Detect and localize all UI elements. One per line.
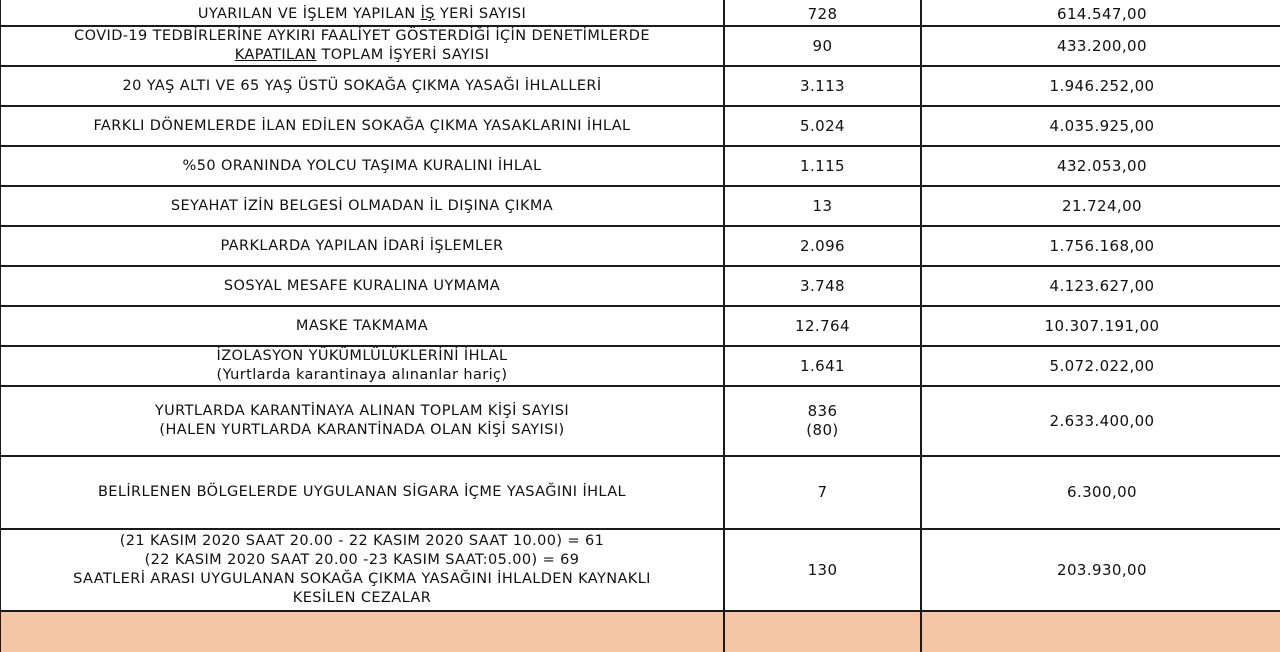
total-row-cell: [0, 611, 724, 652]
row-count-value: 2.096: [800, 236, 845, 255]
row-label-cell: [0, 456, 724, 529]
row-count-value: 3.748: [800, 276, 845, 295]
row-amount-cell: 203.930,00: [921, 529, 1280, 611]
row-label-cell: [0, 306, 724, 346]
row-label-cell: [0, 346, 724, 386]
row-count-cell: [724, 456, 921, 529]
row-label-text: UYARILAN VE İŞLEM YAPILAN: [197, 6, 421, 22]
row-amount-cell: 5.072.022,00: [921, 346, 1280, 386]
row-count-cell: [724, 0, 921, 26]
row-count-value: 728: [807, 5, 838, 23]
row-label-text: YERİ SAYISI: [434, 6, 527, 22]
row-count-cell: [724, 346, 921, 386]
table-row: [0, 186, 1280, 226]
row-count-cell: [724, 146, 921, 186]
row-label-line: [9, 237, 715, 256]
row-amount-cell: 1.946.252,00: [921, 66, 1280, 106]
row-amount-cell: 614.547,00: [921, 0, 1280, 26]
table-row: [0, 106, 1280, 146]
row-label-line: [9, 589, 715, 608]
row-label-text: (22 KASIM 2020 SAAT 20.00 -23 KASIM SAAT:05.00) = 69: [144, 552, 580, 568]
row-label-text: PARKLARDA YAPILAN İDARİ İŞLEMLER: [220, 237, 504, 254]
row-label-text: SEYAHAT İZİN BELGESİ OLMADAN İL DIŞINA ÇIKMA: [170, 197, 554, 214]
row-label-cell: [0, 26, 724, 66]
row-label-text: SOSYAL MESAFE KURALINA UYMAMA: [223, 277, 501, 294]
row-count-cell: [724, 529, 921, 611]
table-row: [0, 26, 1280, 66]
row-amount-cell: 2.633.400,00: [921, 386, 1280, 456]
row-count-value: 7: [817, 483, 828, 501]
row-label-line: [9, 5, 715, 24]
row-label-text: (Yurtlarda karantinaya alınanlar hariç): [216, 367, 508, 383]
table-row: [0, 456, 1280, 529]
row-label-line: [9, 27, 715, 46]
row-amount-cell: 433.200,00: [921, 26, 1280, 66]
table-row: [0, 529, 1280, 611]
row-count-value: 1.115: [800, 156, 845, 175]
row-label-line: [9, 157, 715, 176]
row-amount-cell: 10.307.191,00: [921, 306, 1280, 346]
table-row: [0, 266, 1280, 306]
row-label-text: KAPATILAN: [234, 47, 317, 63]
row-count-cell: [724, 226, 921, 266]
row-label-text: %50 ORANINDA YOLCU TAŞIMA KURALINI İHLAL: [182, 157, 542, 174]
row-count-cell: [724, 386, 921, 456]
row-count-value: 12.764: [795, 316, 850, 335]
row-label-text: 20 YAŞ ALTI VE 65 YAŞ ÜSTÜ SOKAĞA ÇIKMA YASAĞI İHLALLERİ: [122, 77, 602, 94]
row-label-cell: [0, 66, 724, 106]
total-row: [0, 611, 1280, 652]
row-label-cell: [0, 386, 724, 456]
row-label-line: [9, 347, 715, 366]
row-label-line: [9, 551, 715, 570]
row-amount-cell: 21.724,00: [921, 186, 1280, 226]
table-row: [0, 66, 1280, 106]
row-label-text: KESİLEN CEZALAR: [292, 590, 432, 606]
row-label-cell: [0, 529, 724, 611]
row-label-cell: [0, 0, 724, 26]
row-count-value: (80): [806, 421, 839, 439]
row-count-cell: [724, 106, 921, 146]
row-label-text: FARKLI DÖNEMLERDE İLAN EDİLEN SOKAĞA ÇIKMA YASAKLARINI İHLAL: [93, 117, 631, 134]
row-label-line: [9, 402, 715, 421]
row-amount-cell: 4.123.627,00: [921, 266, 1280, 306]
table-row: [0, 226, 1280, 266]
row-label-line: [9, 77, 715, 96]
row-count-value: 1.641: [800, 356, 845, 375]
row-count-cell: [724, 266, 921, 306]
row-count-value: 836: [807, 402, 838, 420]
table-row: [0, 146, 1280, 186]
row-label-text: COVID-19 TEDBİRLERİNE AYKIRI FAALİYET GÖSTERDİĞİ İÇİN DENETİMLERDE: [74, 28, 650, 44]
row-label-text: SAATLERİ ARASI UYGULANAN SOKAĞA ÇIKMA YASAĞINI İHLALDEN KAYNAKLI: [73, 571, 651, 587]
row-label-cell: [0, 186, 724, 226]
row-label-line: [9, 197, 715, 216]
row-count-cell: [724, 306, 921, 346]
row-label-text: MASKE TAKMAMA: [295, 317, 429, 334]
table-row: [0, 386, 1280, 456]
row-label-line: [9, 483, 715, 502]
row-label-text: İZOLASYON YÜKÜMLÜLÜKLERİNİ İHLAL: [216, 348, 508, 364]
row-label-text: (HALEN YURTLARDA KARANTİNADA OLAN KİŞİ SAYISI): [159, 422, 565, 438]
table-row: [0, 346, 1280, 386]
row-amount-cell: 432.053,00: [921, 146, 1280, 186]
row-label-line: [9, 317, 715, 336]
row-count-value: 5.024: [800, 116, 845, 135]
total-row-cell: [724, 611, 921, 652]
row-count-value: 90: [812, 36, 833, 55]
row-label-text: YURTLARDA KARANTİNAYA ALINAN TOPLAM KİŞİ SAYISI: [154, 403, 570, 419]
row-label-cell: [0, 106, 724, 146]
row-label-text: TOPLAM İŞYERİ SAYISI: [316, 47, 490, 63]
row-label-line: [9, 532, 715, 551]
row-label-text: İŞ: [420, 6, 435, 22]
row-amount-cell: 4.035.925,00: [921, 106, 1280, 146]
row-count-cell: [724, 66, 921, 106]
row-label-line: [9, 366, 715, 385]
row-label-line: [9, 570, 715, 589]
row-label-cell: [0, 146, 724, 186]
row-count-cell: [724, 26, 921, 66]
row-count-value: 13: [812, 196, 833, 215]
table-row: [0, 306, 1280, 346]
row-label-text: BELİRLENEN BÖLGELERDE UYGULANAN SİGARA İÇME YASAĞINI İHLAL: [97, 484, 627, 500]
row-label-line: [9, 277, 715, 296]
row-count-cell: [724, 186, 921, 226]
row-amount-cell: 6.300,00: [921, 456, 1280, 529]
row-label-cell: [0, 266, 724, 306]
row-label-line: [9, 46, 715, 65]
row-label-cell: [0, 226, 724, 266]
table-row: [0, 0, 1280, 26]
row-count-value: 3.113: [800, 76, 845, 95]
row-label-line: [9, 117, 715, 136]
total-row-cell: [921, 611, 1280, 652]
row-label-line: [9, 421, 715, 440]
row-amount-cell: 1.756.168,00: [921, 226, 1280, 266]
row-label-text: (21 KASIM 2020 SAAT 20.00 - 22 KASIM 2020 SAAT 10.00) = 61: [119, 533, 605, 549]
row-count-value: 130: [807, 560, 838, 579]
